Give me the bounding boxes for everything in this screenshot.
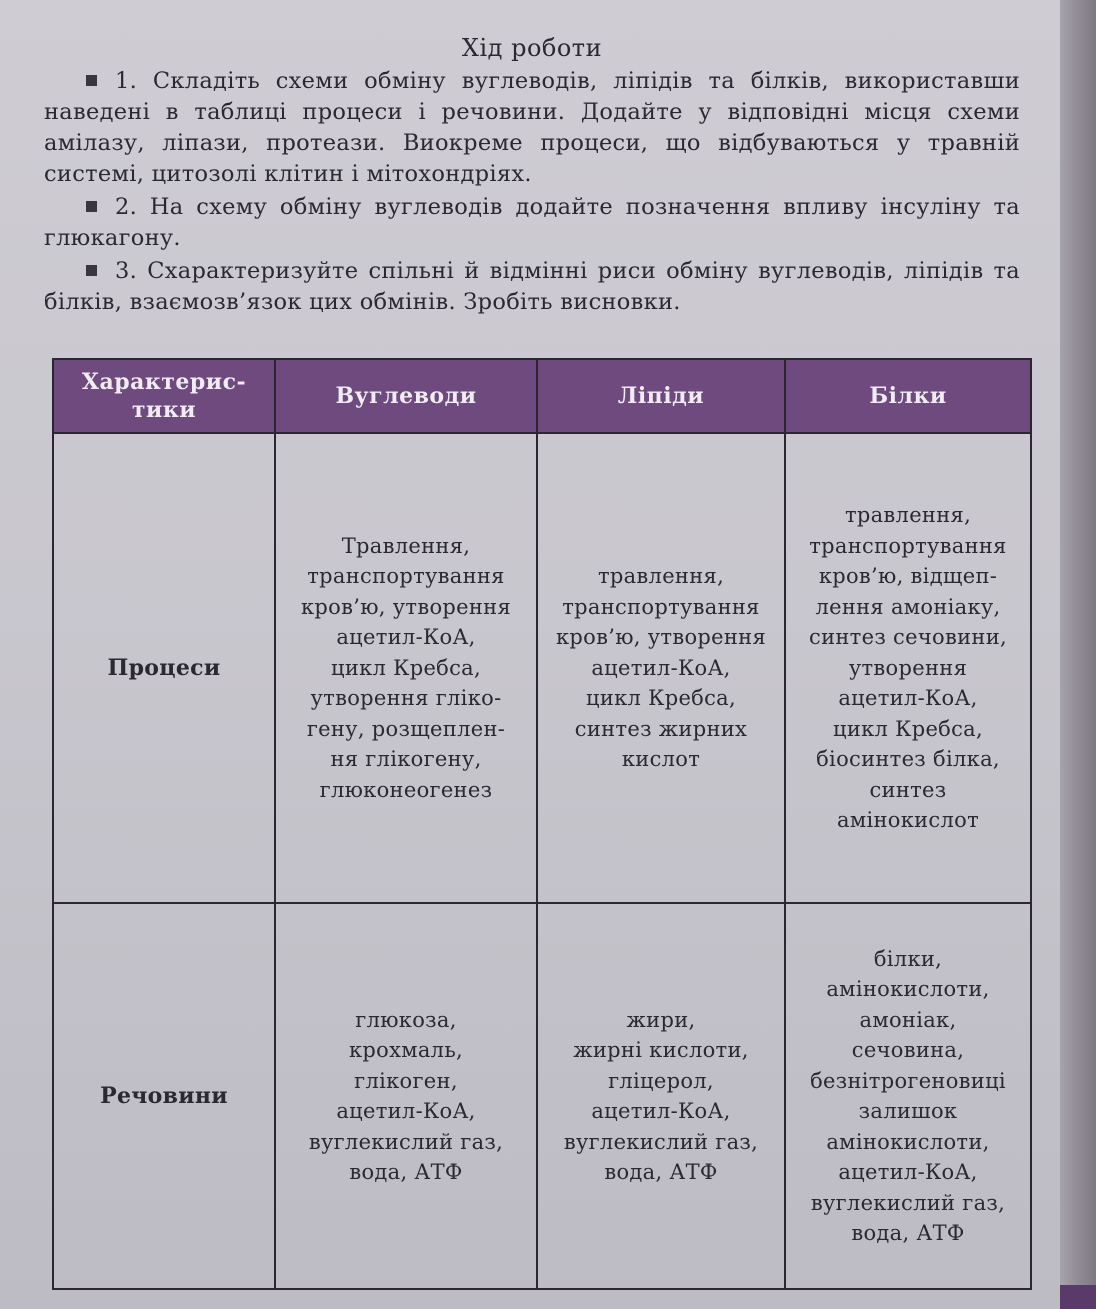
cell-text-line: транспортування <box>562 594 760 619</box>
task-text: На схему обміну вуглеводів додайте позначення впливу інсуліну та глюкагону. <box>44 194 1021 251</box>
cell-text-line: утворення <box>848 655 968 680</box>
cell-text-line: амінокислоти, <box>826 977 990 1001</box>
cell-text-line: цикл Кребса, <box>331 655 481 680</box>
cell-text-line: гліцерол, <box>608 1068 714 1093</box>
cell-carbohydrates-processes <box>275 433 537 903</box>
task-text: Схарактеризуйте спільні й відмінні риси обміну вуглеводів, ліпідів та білків, взаємозв’язок цих обмінів. Зробіть висновки. <box>44 258 1021 315</box>
cell-text-line: глюкоза, <box>355 1007 457 1032</box>
cell-text-line: кислот <box>621 747 701 772</box>
cell-text-line: кров’ю, відщеп- <box>818 564 998 589</box>
cell-text-line: кров’ю, утворення <box>556 625 766 650</box>
cell-text-line: кров’ю, утворення <box>301 594 511 619</box>
cell-lipids-substances <box>537 903 785 1289</box>
cell-text-line: глікоген, <box>354 1068 458 1093</box>
cell-text-line: ацетил-КоА, <box>838 686 978 711</box>
square-bullet-icon <box>86 201 97 212</box>
cell-text-line: транспортування <box>809 533 1007 558</box>
cell-text-line: ня глікогену, <box>330 747 482 772</box>
cell-text-line: цикл Кребса, <box>586 686 736 711</box>
task-number: 3. <box>115 258 138 284</box>
cell-text-line: ацетил-КоА, <box>838 1160 978 1184</box>
table-row <box>53 433 1031 903</box>
cell-text-line: жирні кислоти, <box>573 1038 749 1062</box>
cell-text-line: амінокислоти, <box>826 1129 990 1154</box>
table-header-row <box>53 359 1031 433</box>
cell-text-line: білки, <box>873 946 943 971</box>
task-number: 1. <box>115 68 138 94</box>
metabolism-table <box>52 358 1032 1290</box>
cell-carbohydrates-substances <box>275 903 537 1289</box>
cell-text-line: амінокислот <box>837 808 979 833</box>
cell-text-line: транспортування <box>307 564 505 589</box>
page-edge <box>1060 0 1096 1309</box>
cell-text-line: ацетил-КоА, <box>591 655 731 680</box>
cell-text-line: утворення гліко- <box>310 686 502 711</box>
task-3 <box>44 256 1020 318</box>
section-heading: Хід роботи <box>461 34 603 62</box>
cell-text-line: ацетил-КоА, <box>336 625 476 650</box>
table-row <box>53 903 1031 1289</box>
header-proteins: Білки <box>785 359 1031 433</box>
cell-text-line: біосинтез білка, <box>816 747 1000 772</box>
cell-text-line: лення амоніаку, <box>815 594 1001 619</box>
task-2 <box>44 192 1020 254</box>
cell-text-line: гену, розщеплен- <box>306 716 506 741</box>
cell-text-line: травлення, <box>844 503 972 528</box>
cell-text-line: крохмаль, <box>348 1038 464 1062</box>
cell-text-line: вода, АТФ <box>604 1160 718 1184</box>
cell-text-line: вуглекислий газ, <box>563 1129 759 1154</box>
cell-text-line: Травлення, <box>341 533 471 558</box>
square-bullet-icon <box>86 75 97 86</box>
row-label-processes: Процеси <box>53 433 275 903</box>
cell-text-line: глюконеогенез <box>319 777 493 802</box>
cell-text-line: ацетил-КоА, <box>336 1099 476 1123</box>
task-number: 2. <box>115 194 138 220</box>
cell-proteins-processes <box>785 433 1031 903</box>
cell-text-line: синтез сечовини, <box>809 625 1007 650</box>
cell-text-line: амоніак, <box>859 1007 957 1032</box>
cell-text-line: вода, АТФ <box>349 1160 463 1184</box>
cell-text-line: цикл Кребса, <box>833 716 983 741</box>
cell-text-line: вуглекислий газ, <box>308 1129 504 1154</box>
cell-text-line: синтез <box>869 777 947 802</box>
cell-text-line: сечовина, <box>851 1038 965 1062</box>
square-bullet-icon <box>86 265 97 276</box>
cell-text-line: безнітрогеновиці <box>810 1068 1006 1093</box>
header-carbohydrates: Вуглеводи <box>275 359 537 433</box>
cell-text-line: жири, <box>626 1007 696 1032</box>
header-characteristics: Характерис-тики <box>53 359 275 433</box>
cell-text-line: вода, АТФ <box>851 1221 965 1245</box>
header-lipids: Ліпіди <box>537 359 785 433</box>
cell-text-line: травлення, <box>597 564 725 589</box>
task-1 <box>44 66 1020 190</box>
cell-lipids-processes <box>537 433 785 903</box>
cell-text-line: синтез жирних <box>574 716 748 741</box>
cell-text-line: залишок <box>858 1099 958 1123</box>
row-label-substances: Речовини <box>53 903 275 1289</box>
page-edge-tab <box>1060 1285 1096 1309</box>
cell-text-line: вуглекислий газ, <box>810 1190 1006 1215</box>
task-text: Складіть схеми обміну вуглеводів, ліпідів та білків, використавши наведені в таблиці процеси і речовини. Додайте у відповідні місця схеми амілазу, ліпази, протеази. Виокреме процеси, що відбуваються у травній системі, цитозолі клітин і мітохондріях. <box>44 68 1021 187</box>
cell-text-line: ацетил-КоА, <box>591 1099 731 1123</box>
cell-proteins-substances <box>785 903 1031 1289</box>
